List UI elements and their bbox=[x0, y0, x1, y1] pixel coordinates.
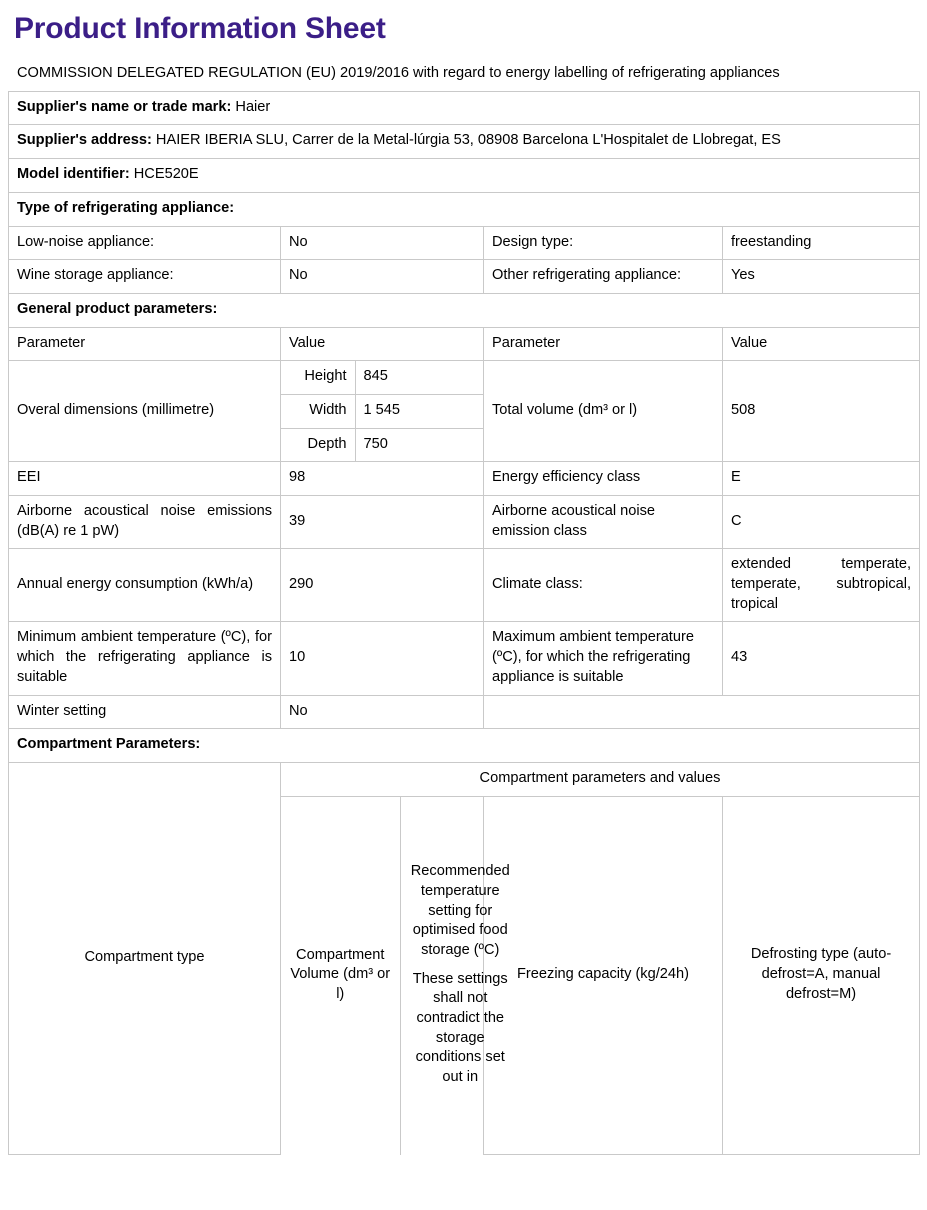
total-volume-value: 508 bbox=[723, 361, 920, 462]
noise-emission-class-label: Airborne acoustical noise emission class bbox=[484, 496, 723, 549]
total-volume-label: Total volume (dm³ or l) bbox=[484, 361, 723, 462]
height-row bbox=[281, 361, 483, 394]
recommended-temperature-header-main: Recommended temperature setting for optimised food storage (ºC) bbox=[410, 863, 510, 959]
dimensions-subtable-cell bbox=[281, 361, 484, 462]
winter-setting-empty-cell bbox=[484, 695, 920, 729]
section-appliance-type-row bbox=[9, 192, 920, 226]
overall-dimensions-label: Overal dimensions (millimetre) bbox=[9, 361, 281, 462]
width-value: 1 545 bbox=[355, 394, 483, 428]
winter-setting-row bbox=[9, 695, 920, 729]
header-parameter-right: Parameter bbox=[484, 327, 723, 361]
section-compartment-parameters-label: Compartment Parameters: bbox=[9, 729, 920, 763]
regulation-intro: COMMISSION DELEGATED REGULATION (EU) 2019/2016 with regard to energy labelling of refrigerating appliances bbox=[9, 56, 920, 91]
recommended-temperature-header-note: These settings shall not contradict the storage conditions set out in bbox=[412, 970, 508, 1086]
eei-row bbox=[9, 462, 920, 496]
header-parameter-left: Parameter bbox=[9, 327, 281, 361]
section-general-parameters-row bbox=[9, 293, 920, 327]
supplier-name-value: Haier bbox=[235, 98, 271, 115]
min-ambient-temperature-value: 10 bbox=[281, 622, 484, 695]
page-title: Product Information Sheet bbox=[14, 12, 386, 45]
energy-efficiency-class-value: E bbox=[723, 462, 920, 496]
max-ambient-temperature-label: Maximum ambient temperature (ºC), for which the refrigerating appliance is suitable bbox=[484, 622, 723, 695]
eei-label: EEI bbox=[9, 462, 281, 496]
other-appliance-label: Other refrigerating appliance: bbox=[484, 260, 723, 294]
design-type-label: Design type: bbox=[484, 226, 723, 260]
model-identifier-value: HCE520E bbox=[133, 166, 199, 183]
min-ambient-temperature-label: Minimum ambient temperature (ºC), for which the refrigerating appliance is suitable bbox=[9, 622, 281, 695]
winter-setting-value: No bbox=[281, 695, 484, 729]
compartment-params-header-row bbox=[9, 762, 920, 796]
wine-storage-value: No bbox=[281, 260, 484, 294]
min-ambient-temperature-row bbox=[9, 622, 920, 695]
annual-energy-row bbox=[9, 549, 920, 622]
compartment-params-values-header: Compartment parameters and values bbox=[281, 762, 920, 796]
noise-emission-class-value: C bbox=[723, 496, 920, 549]
energy-efficiency-class-label: Energy efficiency class bbox=[484, 462, 723, 496]
section-appliance-type-label: Type of refrigerating appliance: bbox=[9, 192, 920, 226]
height-value: 845 bbox=[355, 361, 483, 394]
wine-storage-label: Wine storage appliance: bbox=[9, 260, 281, 294]
noise-emissions-value: 39 bbox=[281, 496, 484, 549]
design-type-value: freestanding bbox=[723, 226, 920, 260]
intro-row bbox=[9, 56, 920, 91]
model-identifier-label: Model identifier: bbox=[17, 166, 130, 183]
climate-class-value: extended temperate, temperate, subtropical, tropical bbox=[723, 549, 920, 622]
supplier-address-label: Supplier's address: bbox=[17, 132, 152, 149]
width-row bbox=[281, 394, 483, 428]
defrosting-type-header: Defrosting type (auto-defrost=A, manual defrost=M) bbox=[723, 796, 920, 1155]
freezing-capacity-header: Freezing capacity (kg/24h) bbox=[484, 796, 723, 1155]
dimensions-subtable bbox=[281, 361, 483, 461]
noise-emissions-row bbox=[9, 496, 920, 549]
low-noise-value: No bbox=[281, 226, 484, 260]
low-noise-row bbox=[9, 226, 920, 260]
depth-label: Depth bbox=[281, 428, 355, 461]
supplier-name-label: Supplier's name or trade mark: bbox=[17, 98, 232, 115]
general-header-row bbox=[9, 327, 920, 361]
height-label: Height bbox=[281, 361, 355, 394]
header-value-left: Value bbox=[281, 327, 484, 361]
compartment-volume-header: Compartment Volume (dm³ or l) bbox=[281, 797, 400, 1155]
supplier-address-row bbox=[9, 125, 920, 159]
supplier-address-cell bbox=[9, 125, 920, 159]
product-data-table bbox=[8, 56, 920, 1155]
annual-energy-value: 290 bbox=[281, 549, 484, 622]
supplier-name-row bbox=[9, 91, 920, 125]
compartment-type-header: Compartment type bbox=[9, 762, 281, 1154]
supplier-address-value: HAIER IBERIA SLU, Carrer de la Metal-lúrgia 53, 08908 Barcelona L'Hospitalet de Llobregat, ES bbox=[155, 132, 781, 149]
depth-row bbox=[281, 428, 483, 461]
climate-class-label: Climate class: bbox=[484, 549, 723, 622]
supplier-name-cell bbox=[9, 91, 920, 125]
model-identifier-cell bbox=[9, 159, 920, 193]
max-ambient-temperature-value: 43 bbox=[723, 622, 920, 695]
header-value-right: Value bbox=[723, 327, 920, 361]
dimensions-row bbox=[9, 361, 920, 462]
eei-value: 98 bbox=[281, 462, 484, 496]
depth-value: 750 bbox=[363, 435, 388, 452]
section-compartment-parameters-row bbox=[9, 729, 920, 763]
other-appliance-value: Yes bbox=[723, 260, 920, 294]
width-label: Width bbox=[281, 394, 355, 428]
annual-energy-label: Annual energy consumption (kWh/a) bbox=[9, 549, 281, 622]
model-identifier-row bbox=[9, 159, 920, 193]
noise-emissions-label: Airborne acoustical noise emissions (dB(A) re 1 pW) bbox=[9, 496, 281, 549]
low-noise-label: Low-noise appliance: bbox=[9, 226, 281, 260]
winter-setting-label: Winter setting bbox=[9, 695, 281, 729]
wine-storage-row bbox=[9, 260, 920, 294]
section-general-parameters-label: General product parameters: bbox=[9, 293, 920, 327]
compartment-subheader-group bbox=[281, 796, 510, 1155]
